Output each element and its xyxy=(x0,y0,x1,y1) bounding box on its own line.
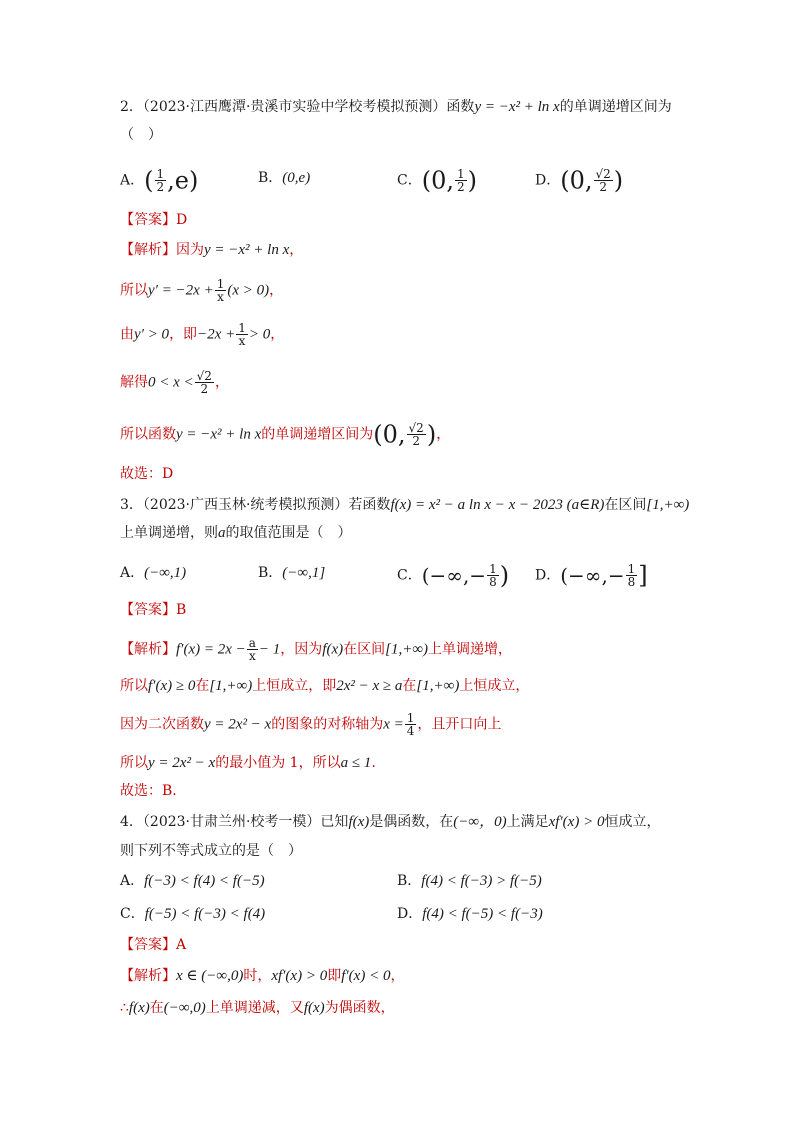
math-expr: f(x) xyxy=(128,1000,150,1016)
fraction xyxy=(405,712,417,737)
text: ，即 xyxy=(169,326,198,343)
q2-analysis-3 xyxy=(120,322,284,347)
q3-analysis-3 xyxy=(120,712,501,737)
q4-stem xyxy=(120,812,660,832)
paren-left: (−∞,− xyxy=(421,563,487,588)
fraction xyxy=(215,278,227,303)
text: 即 xyxy=(327,968,342,984)
text: 时， xyxy=(243,968,272,984)
math-expr: 2x² − x ≥ a xyxy=(336,678,403,694)
q4-option-d[interactable] xyxy=(397,904,543,924)
math-expr: [1,+∞) xyxy=(646,497,690,513)
text: 所以 xyxy=(120,282,148,299)
q2-func: y = −x² + ln x xyxy=(474,99,560,115)
q2-option-b[interactable] xyxy=(258,168,310,188)
q3-analysis-1 xyxy=(120,637,512,662)
numerator: 1 xyxy=(456,167,465,181)
text: 上恒成立， xyxy=(459,678,530,694)
option-value: (0,e) xyxy=(282,170,311,186)
option-label: C． xyxy=(397,567,422,584)
fraction xyxy=(455,168,467,193)
numerator: a xyxy=(248,636,256,650)
fraction xyxy=(236,322,248,347)
numerator: √2 xyxy=(595,167,611,181)
math-expr: xf′(x) > 0 xyxy=(548,814,605,830)
q3-option-b[interactable] xyxy=(258,563,325,583)
numerator: 1 xyxy=(156,167,165,181)
q2-analysis-5 xyxy=(120,422,450,447)
text: 上满足 xyxy=(506,814,549,830)
math-expr: x = xyxy=(383,716,404,733)
math-expr: −2x + xyxy=(197,326,236,343)
paren-left: (−∞,− xyxy=(560,563,625,588)
q4-option-a[interactable] xyxy=(120,871,265,891)
math-expr: f′(x) < 0 xyxy=(341,968,391,984)
answer-value: D xyxy=(176,212,188,228)
q2-option-c[interactable] xyxy=(397,168,477,193)
q3-option-d[interactable] xyxy=(535,563,648,588)
q2-stem-tail: 的单调递增区间为 xyxy=(559,99,672,115)
text: 因为二次函数 xyxy=(120,716,204,733)
q4-analysis-2 xyxy=(120,998,395,1018)
denominator: 2 xyxy=(156,180,165,194)
paren-right: ,e) xyxy=(167,166,199,195)
numerator: 1 xyxy=(489,562,497,576)
paren-right: ) xyxy=(499,561,510,590)
denominator: 8 xyxy=(627,575,636,589)
math-expr: a ≤ 1 xyxy=(340,755,372,771)
analysis-tag: 【解析】 xyxy=(120,641,176,658)
fraction xyxy=(407,422,426,447)
option-value: (−∞,1] xyxy=(282,565,326,581)
fraction xyxy=(626,563,638,588)
option-label: A． xyxy=(120,873,145,889)
answer-tag: 【答案】 xyxy=(120,602,176,618)
paren-right: ) xyxy=(467,166,477,195)
math-expr: 0 < x < xyxy=(148,374,194,391)
text: 的单调递增区间为 xyxy=(261,426,374,443)
denominator: 2 xyxy=(200,382,209,396)
denominator: 2 xyxy=(456,180,465,194)
denominator: 2 xyxy=(412,434,420,448)
q2-stem xyxy=(120,97,672,117)
paren-right: ) xyxy=(426,420,437,449)
q2-answer xyxy=(120,210,187,230)
denominator: 4 xyxy=(406,724,415,738)
text: 3．（2023·广西玉林·统考模拟预测）若函数 xyxy=(120,497,391,513)
q3-analysis-4 xyxy=(120,753,376,773)
text: 上单调递增，则 xyxy=(120,525,218,541)
text: ， xyxy=(214,374,229,391)
text: 在区间 xyxy=(343,641,386,658)
option-label: C． xyxy=(120,906,145,922)
paren-left: (0, xyxy=(373,420,406,449)
q2-option-a[interactable] xyxy=(120,168,198,193)
text: ， xyxy=(269,282,284,299)
q4-option-c[interactable] xyxy=(120,904,265,924)
numerator: 1 xyxy=(406,711,415,725)
analysis-tag: 【解析】 xyxy=(120,968,176,984)
text: ， xyxy=(270,326,285,343)
text: 所以 xyxy=(120,755,148,771)
option-label: A． xyxy=(120,172,145,189)
option-value: f(−3) < f(4) < f(−5) xyxy=(144,873,265,889)
math-expr: [1,+∞) xyxy=(416,678,460,694)
text: 上单调递减，又 xyxy=(205,1000,304,1016)
math-expr: [1,+∞) xyxy=(385,641,429,658)
text: . xyxy=(371,755,376,771)
q4-answer xyxy=(120,935,186,955)
denominator: x xyxy=(238,334,246,348)
text: 因为 xyxy=(176,242,204,258)
denominator: 2 xyxy=(599,180,607,194)
q3-answer xyxy=(120,600,186,620)
option-label: A． xyxy=(120,565,145,581)
text: 在 xyxy=(402,678,417,694)
math-expr: f(x) xyxy=(322,641,344,658)
paren-left: ( xyxy=(144,166,154,195)
paren-left: (0, xyxy=(421,166,454,195)
answer-tag: 【答案】 xyxy=(120,212,176,228)
option-value: f(4) < f(−3) > f(−5) xyxy=(421,873,542,889)
math-expr: y = −x² + ln x xyxy=(176,426,262,443)
text: 上恒成立，即 xyxy=(252,678,337,694)
text: ，因为 xyxy=(280,641,323,658)
option-label: D． xyxy=(535,172,561,189)
numerator: 1 xyxy=(627,562,636,576)
math-expr: y = 2x² − x xyxy=(204,716,272,733)
fraction xyxy=(155,168,167,193)
q4-analysis-1 xyxy=(120,966,404,986)
math-expr: f(x) = x² − a ln x − x − 2023 (a∈R) xyxy=(390,497,605,513)
option-value: f(−5) < f(−3) < f(4) xyxy=(144,906,266,922)
q2-paren: （ ） xyxy=(120,127,162,143)
q3-option-a[interactable] xyxy=(120,563,186,583)
text: 由 xyxy=(120,326,134,343)
math-expr: > 0 xyxy=(248,326,271,343)
text: 解得 xyxy=(120,374,148,391)
numerator: √2 xyxy=(196,369,212,383)
text: 为偶函数， xyxy=(324,1000,395,1016)
math-expr: y′ > 0 xyxy=(134,326,170,343)
numerator: √2 xyxy=(408,421,424,435)
q2-analysis-1 xyxy=(120,240,303,260)
option-label: C． xyxy=(397,172,422,189)
text: ， xyxy=(390,968,405,984)
math-expr: (−∞,0) xyxy=(163,1000,206,1016)
answer-value: B xyxy=(176,602,187,618)
text: 的取值范围是（ ） xyxy=(225,525,352,541)
math-expr: (x > 0) xyxy=(227,282,270,299)
paren-right: ) xyxy=(613,166,624,195)
q2-analysis-2 xyxy=(120,278,283,303)
math-expr: y′ = −2x + xyxy=(148,282,214,299)
analysis-tag: 【解析】 xyxy=(120,242,176,258)
text: 上单调递增， xyxy=(428,641,513,658)
text: 所以 xyxy=(120,678,148,694)
text: ，且开口向上 xyxy=(417,716,502,733)
q3-analysis-5: 故选：B. xyxy=(120,783,177,799)
text: 所以函数 xyxy=(120,426,176,443)
numerator: 1 xyxy=(238,321,246,335)
denominator: 8 xyxy=(489,575,497,589)
math-expr: f′(x) = 2x − xyxy=(176,641,246,658)
fraction xyxy=(247,637,258,662)
math-expr: y = 2x² − x xyxy=(148,755,216,771)
text: 在 xyxy=(195,678,210,694)
paren-left: (0, xyxy=(560,166,593,195)
paren-right: ] xyxy=(638,561,648,590)
option-value: (−∞,1) xyxy=(144,565,187,581)
text: 的图象的对称轴为 xyxy=(271,716,384,733)
answer-tag: 【答案】 xyxy=(120,937,176,953)
option-label: B． xyxy=(258,170,283,186)
math-expr: xf′(x) > 0 xyxy=(271,968,328,984)
text: 是偶函数，在 xyxy=(369,814,454,830)
fraction xyxy=(195,370,214,395)
option-label: D． xyxy=(397,906,423,922)
option-label: B． xyxy=(258,565,283,581)
math-expr: x ∈ (−∞,0) xyxy=(176,968,244,984)
q3-stem-2 xyxy=(120,523,352,543)
text: ， xyxy=(436,426,451,443)
option-label: B． xyxy=(397,873,422,889)
q2-stem-text: 2．（2023·江西鹰潭·贵溪市实验中学校考模拟预测）函数 xyxy=(120,99,475,115)
q3-option-c[interactable] xyxy=(397,563,509,588)
numerator: 1 xyxy=(216,277,225,291)
q4-option-b[interactable] xyxy=(397,871,542,891)
text: ， xyxy=(289,242,304,258)
answer-value: A xyxy=(176,937,187,953)
math-expr: f(x) xyxy=(348,814,370,830)
math-expr: y = −x² + ln x xyxy=(204,242,290,258)
option-label: D． xyxy=(535,567,561,584)
text: 4．（2023·甘肃兰州·校考一模）已知 xyxy=(120,814,349,830)
denominator: x xyxy=(248,649,256,663)
math-expr: (−∞，0) xyxy=(453,814,507,830)
math-expr: f′(x) ≥ 0 xyxy=(148,678,196,694)
q2-option-d[interactable] xyxy=(535,168,623,193)
denominator: x xyxy=(217,290,224,304)
fraction xyxy=(487,563,499,588)
q2-analysis-4 xyxy=(120,370,229,395)
q2-analysis-6: 故选：D xyxy=(120,466,174,482)
fraction xyxy=(594,168,613,193)
math-expr: f(x) xyxy=(303,1000,325,1016)
text: 恒成立， xyxy=(604,814,661,830)
text: 在 xyxy=(149,1000,164,1016)
text: ∴ xyxy=(120,1000,129,1016)
math-expr: a xyxy=(218,525,226,541)
option-value: f(4) < f(−5) < f(−3) xyxy=(422,906,543,922)
math-expr: − 1 xyxy=(258,641,281,658)
q3-stem xyxy=(120,495,689,515)
text: 的最小值为 1，所以 xyxy=(215,755,341,771)
math-expr: [1,+∞) xyxy=(209,678,253,694)
q3-analysis-2 xyxy=(120,676,529,696)
q4-stem-2: 则下列不等式成立的是（ ） xyxy=(120,843,302,859)
text: 在区间 xyxy=(604,497,647,513)
